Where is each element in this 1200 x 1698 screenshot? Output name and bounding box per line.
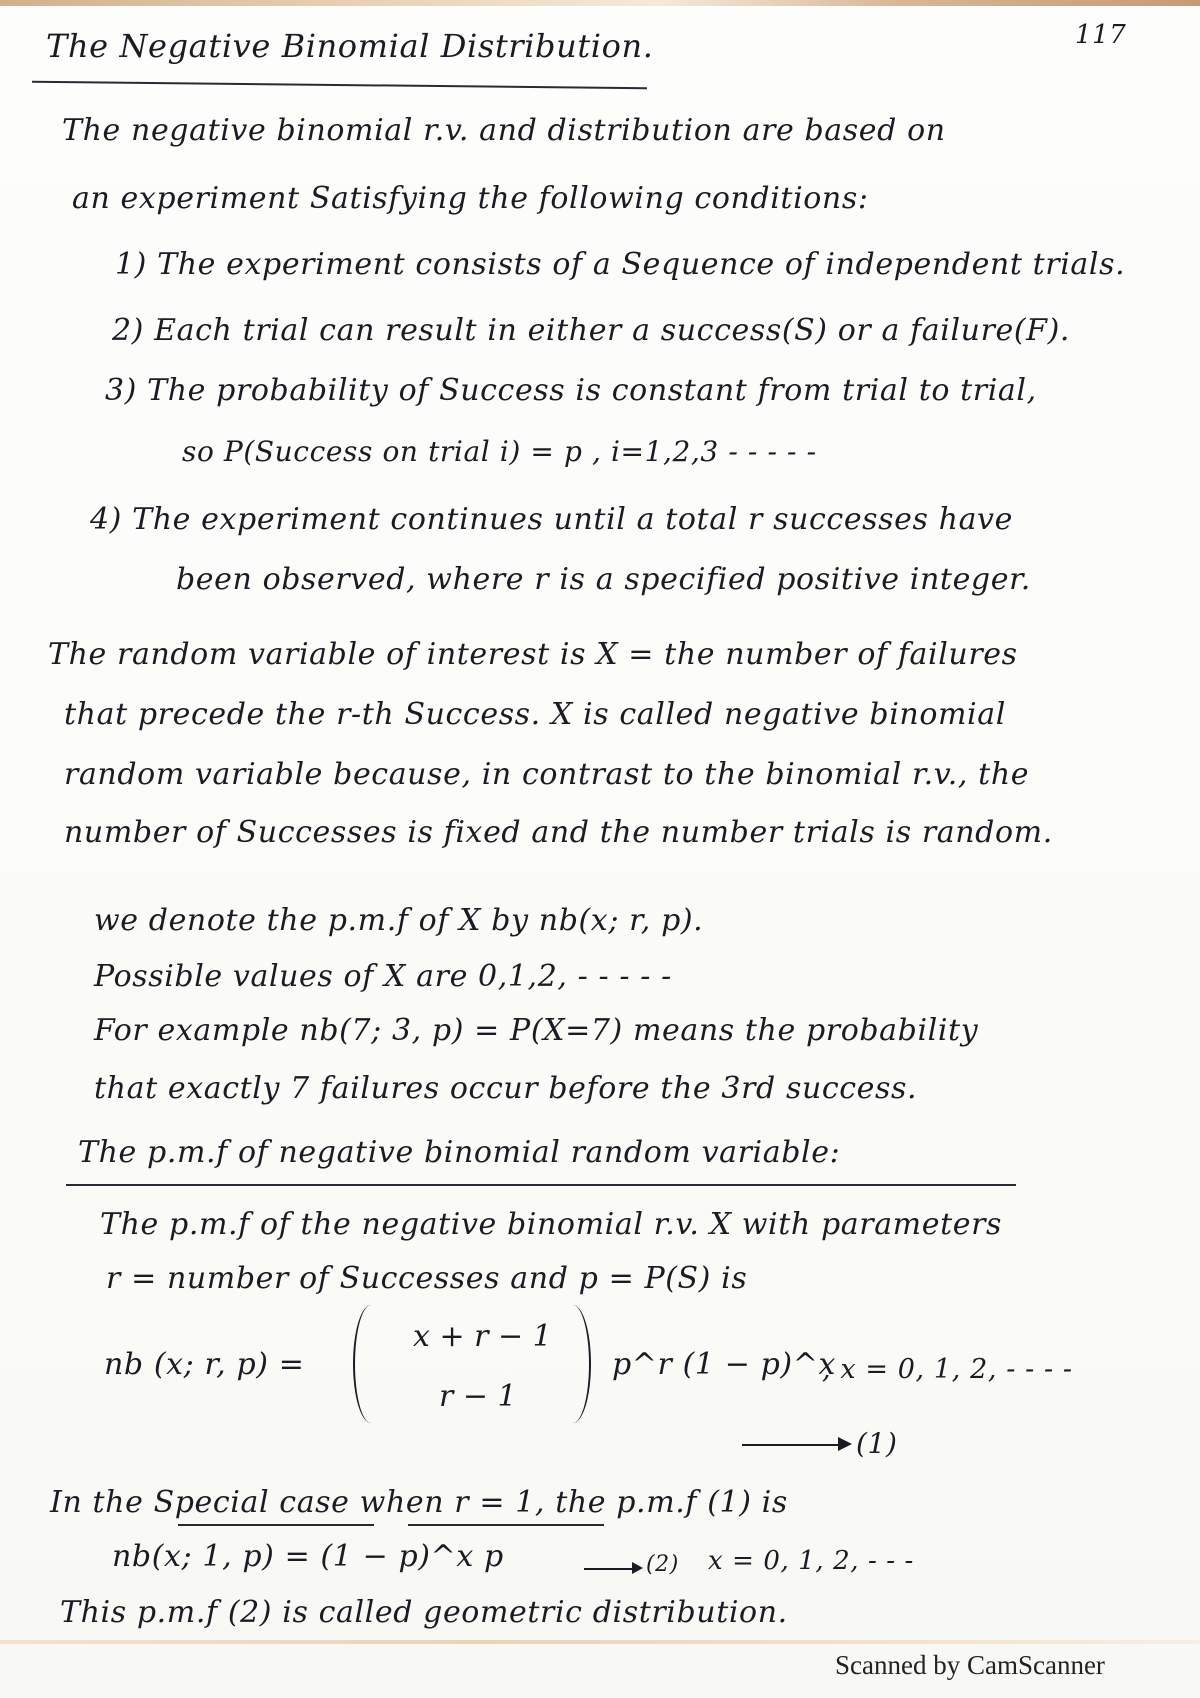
- rv-line-4: number of Successes is fixed and the number trials is random.: [64, 815, 1053, 850]
- special-case-label: (2): [646, 1552, 679, 1577]
- condition-1: 1) The experiment consists of a Sequence of independent trials.: [115, 247, 1126, 282]
- rv-line-1: The random variable of interest is X = the number of failures: [48, 637, 1018, 672]
- special-case-line-1: In the Special case when r = 1, the p.m.f (1) is: [50, 1485, 788, 1520]
- condition-3: 3) The probability of Success is constant from trial to trial,: [105, 373, 1037, 408]
- pmf-text-line-1: The p.m.f of the negative binomial r.v. X with parameters: [100, 1207, 1003, 1242]
- notation-line-4: that exactly 7 failures occur before the 3rd success.: [94, 1071, 918, 1106]
- special-arrow-head: [632, 1562, 643, 1574]
- page-top-edge: [0, 0, 1200, 6]
- condition-4-cont: been observed, where r is a specified positive integer.: [176, 562, 1031, 597]
- intro-line-1: The negative binomial r.v. and distribution are based on: [62, 113, 946, 148]
- notation-line-2: Possible values of X are 0,1,2, - - - - -: [94, 959, 672, 994]
- special-case-underline: [178, 1524, 374, 1526]
- formula-arrow-head: [838, 1437, 852, 1451]
- pmf-heading: The p.m.f of negative binomial random variable:: [78, 1135, 841, 1170]
- binom-bottom: r − 1: [439, 1379, 517, 1414]
- pmf-text-line-2: r = number of Successes and p = P(S) is: [106, 1261, 748, 1296]
- pmf-heading-underline: [66, 1184, 1016, 1186]
- rv-line-2: that precede the r-th Success. X is called negative binomial: [64, 697, 1006, 732]
- formula-arrow-line: [742, 1444, 840, 1446]
- formula-range: , x = 0, 1, 2, - - - -: [822, 1354, 1073, 1385]
- page-title: The Negative Binomial Distribution.: [46, 27, 654, 65]
- binomial-coefficient: [353, 1305, 591, 1427]
- rv-line-3: random variable because, in contrast to the binomial r.v., the: [64, 757, 1030, 792]
- right-paren: [561, 1305, 591, 1423]
- special-case-formula: nb(x; 1, p) = (1 − p)^x p: [112, 1539, 504, 1574]
- scanner-watermark: Scanned by CamScanner: [835, 1650, 1105, 1680]
- intro-line-2: an experiment Satisfying the following conditions:: [72, 181, 869, 216]
- formula-label: (1): [856, 1427, 898, 1460]
- special-case-line-3: This p.m.f (2) is called geometric distribution.: [60, 1595, 788, 1630]
- page-bottom-edge: [0, 1640, 1200, 1644]
- when-r1-underline: [408, 1524, 604, 1526]
- notation-line-1: we denote the p.m.f of X by nb(x; r, p).: [94, 903, 704, 938]
- condition-2: 2) Each trial can result in either a success(S) or a failure(F).: [112, 313, 1071, 348]
- formula-lhs: nb (x; r, p) =: [104, 1347, 305, 1382]
- notation-line-3: For example nb(7; 3, p) = P(X=7) means the probability: [94, 1013, 979, 1048]
- left-paren: [353, 1305, 383, 1423]
- binom-top: x + r − 1: [413, 1319, 552, 1354]
- condition-4: 4) The experiment continues until a total r successes have: [90, 502, 1013, 537]
- special-case-range: x = 0, 1, 2, - - -: [708, 1546, 914, 1576]
- formula-rhs: p^r (1 − p)^x: [612, 1347, 836, 1382]
- page-number: 117: [1075, 20, 1127, 50]
- special-arrow-line: [584, 1568, 634, 1570]
- title-underline: [32, 81, 647, 89]
- condition-3-formula: so P(Success on trial i) = p , i=1,2,3 - - - - -: [182, 435, 817, 468]
